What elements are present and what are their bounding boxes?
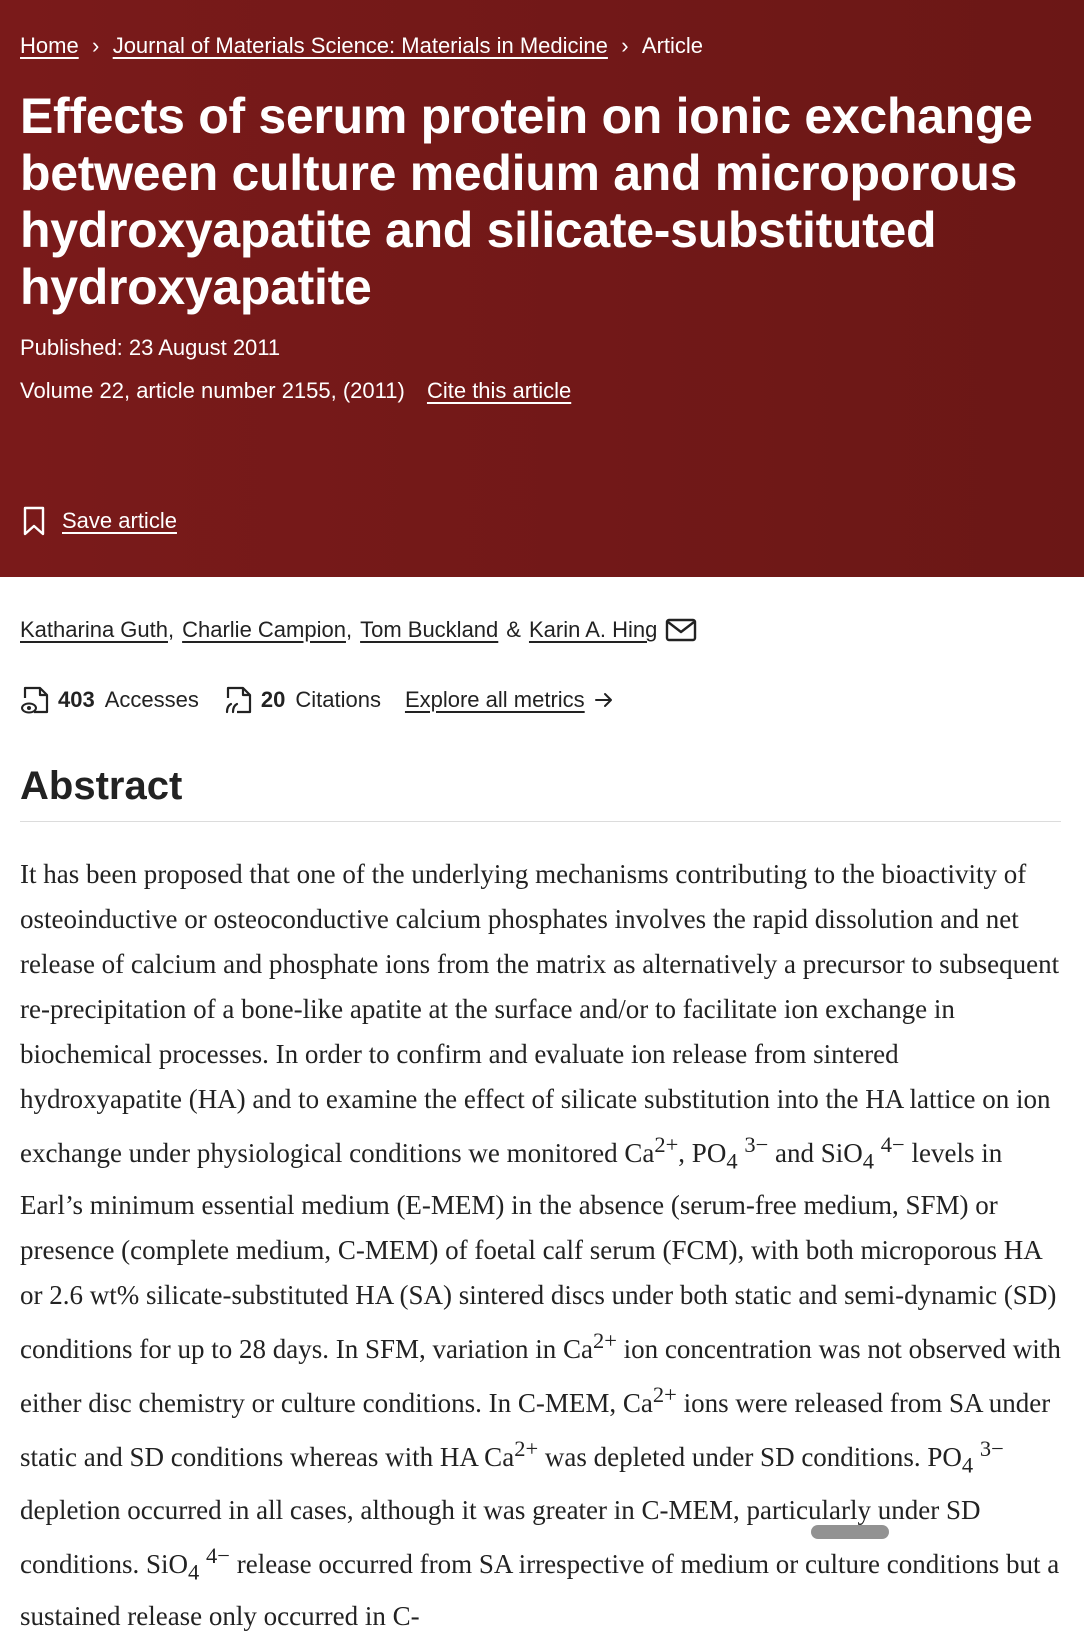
- volume-text: Volume 22, article number 2155, (2011): [20, 378, 405, 403]
- save-article-button[interactable]: [22, 506, 177, 536]
- author-separator: ,: [345, 617, 353, 642]
- breadcrumb: [20, 31, 703, 61]
- superscript: 2+: [592, 1328, 617, 1354]
- section-divider: [20, 821, 1061, 822]
- citations-icon: [223, 684, 255, 716]
- subscript: 4: [726, 1148, 738, 1174]
- article-header: [0, 0, 1084, 577]
- abstract-text: , PO: [678, 1138, 727, 1168]
- author-list: [20, 615, 697, 645]
- explore-metrics-label: Explore all metrics: [404, 687, 585, 712]
- breadcrumb-journal-link[interactable]: Journal of Materials Science: Materials in Medicine: [112, 33, 608, 58]
- accesses-icon: [20, 684, 52, 716]
- abstract-heading: Abstract: [20, 764, 183, 808]
- author-link[interactable]: Katharina Guth: [20, 617, 168, 642]
- abstract-text: and SiO: [768, 1138, 863, 1168]
- abstract-text: ion concentration was not observed with either disc chemistry or culture conditions. In C-MEM, Ca: [20, 1334, 1061, 1419]
- superscript: 2+: [654, 1132, 679, 1157]
- subscript: 4: [862, 1148, 875, 1174]
- subscript: 4: [961, 1452, 974, 1478]
- abstract-text: ions were released from SA under static and SD conditions whereas with HA Ca: [20, 1388, 1051, 1473]
- breadcrumb-home-link[interactable]: Home: [20, 33, 79, 58]
- accesses-metric: [20, 684, 199, 716]
- author-link[interactable]: Karin A. Hing: [528, 617, 658, 642]
- article-metrics: [20, 684, 613, 716]
- author-separator: &: [506, 617, 521, 642]
- superscript: 2+: [514, 1436, 539, 1462]
- save-article-label: Save article: [62, 508, 177, 533]
- superscript: 4−: [206, 1542, 230, 1568]
- citations-count: 20: [260, 687, 286, 712]
- superscript: 3−: [744, 1132, 769, 1157]
- accesses-count: 403: [58, 687, 95, 712]
- superscript: 3−: [979, 1436, 1004, 1462]
- volume-info: [20, 376, 571, 406]
- published-date: Published: 23 August 2011: [20, 335, 281, 360]
- breadcrumb-current: Article: [641, 33, 704, 58]
- abstract-text: depletion occurred in all cases, although it was greater in C-MEM, particularly under SD conditions. SiO: [20, 1494, 981, 1579]
- article-title: Effects of serum protein on ionic exchange between culture medium and microporous hydroxyapatite and silicate-substituted hydroxyapatite: [20, 88, 1033, 315]
- chevron-right-icon: ›: [621, 33, 629, 58]
- abstract-text: levels in Earl’s minimum essential medium (E-MEM) in the absence (serum-free medium, SFM) or presence (complete medium, C-MEM) of foetal calf serum (FCM), with both microporous HA or 2.6 wt% silicate-substituted HA (SA) sintered discs under both static and semi-dynamic (SD) conditions for up to 28 days. In SFM, variation in Ca: [20, 1138, 1057, 1365]
- envelope-icon[interactable]: [665, 616, 697, 644]
- arrow-right-icon: [595, 692, 613, 708]
- abstract-body: [20, 852, 1064, 1639]
- chevron-right-icon: ›: [92, 33, 100, 58]
- abstract-text: It has been proposed that one of the underlying mechanisms contributing to the bioactivity of osteoinductive or osteoconductive calcium phosphates involves the rapid dissolution and net release of calcium and phosphate ions from the matrix as alternatively a precursor to subsequent re-precipitation of a bone-like apatite at the surface and/or to facilitate ion exchange in biochemical processes. In order to confirm and evaluate ion release from sintered hydroxyapatite (HA) and to examine the effect of silicate substitution into the HA lattice on ion exchange under physiological conditions we monitored Ca: [20, 859, 1060, 1168]
- author-separator: ,: [167, 617, 175, 642]
- citations-metric: [223, 684, 381, 716]
- citations-label: Citations: [295, 687, 381, 712]
- author-link[interactable]: Tom Buckland: [360, 617, 499, 642]
- subscript: 4: [188, 1559, 200, 1585]
- abstract-text: was depleted under SD conditions. PO: [538, 1442, 962, 1473]
- accesses-label: Accesses: [104, 687, 199, 712]
- abstract-text: release occurred from SA irrespective of medium or culture conditions but a sustained release only occurred in C-: [20, 1548, 1060, 1632]
- cite-article-link[interactable]: Cite this article: [426, 378, 572, 403]
- explore-metrics-link[interactable]: [405, 685, 613, 715]
- author-link[interactable]: Charlie Campion: [182, 617, 346, 642]
- abstract-paragraph: [20, 852, 1064, 1639]
- superscript: 4−: [880, 1132, 905, 1157]
- scrollbar-thumb[interactable]: [811, 1525, 889, 1539]
- superscript: 2+: [652, 1382, 677, 1408]
- bookmark-icon: [22, 506, 46, 536]
